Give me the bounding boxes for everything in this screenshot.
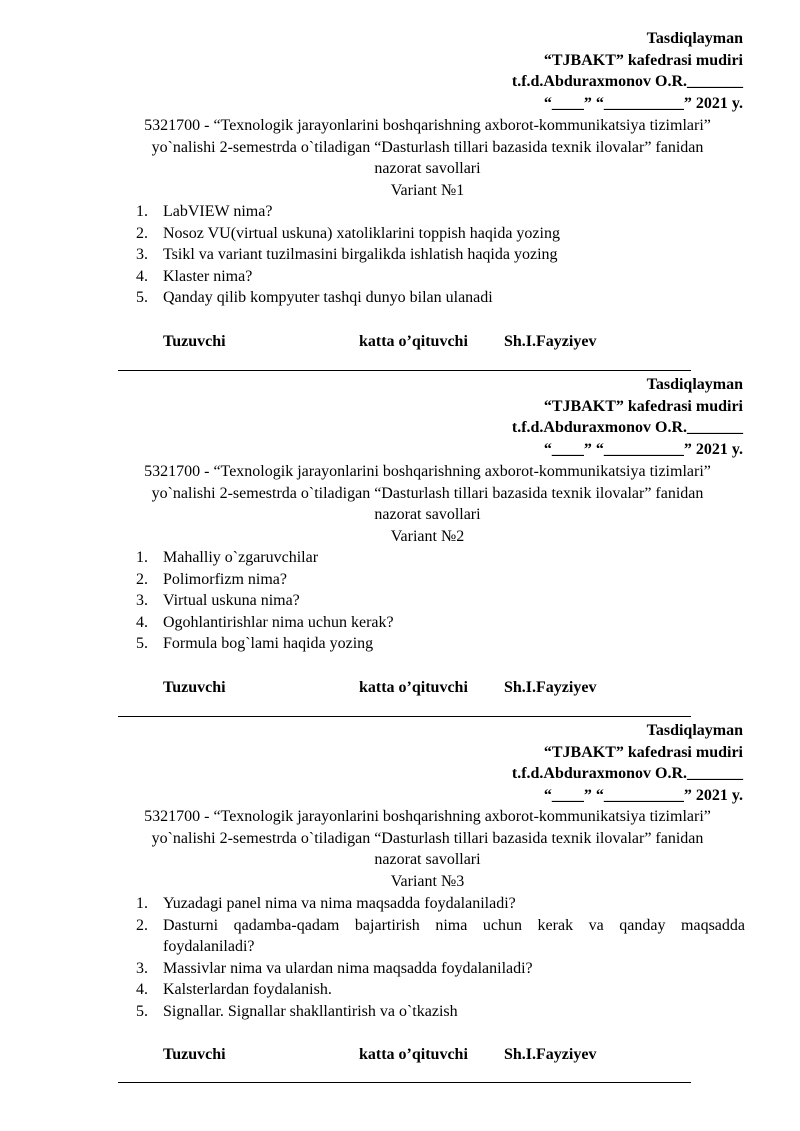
section-divider <box>118 1082 691 1083</box>
approval-head-name: t.f.d.Abduraxmonov O.R._______ <box>511 419 743 436</box>
question-text: Signallar. Signallar shakllantirish va o`tkazish <box>163 1002 458 1020</box>
approval-block <box>512 374 743 460</box>
approval-head-name: t.f.d.Abduraxmonov O.R._______ <box>511 73 743 90</box>
question-item <box>118 201 745 223</box>
question-text: Klaster nima? <box>163 267 253 285</box>
title-line: yo`nalishi 2-semestrda o`tiladigan “Dasturlash tillari bazasida texnik ilovalar” fanidan <box>151 138 704 156</box>
question-number: 4. <box>136 613 148 631</box>
question-item <box>118 893 745 915</box>
signature-name: Sh.I.Fayziyev <box>504 333 597 350</box>
title-line: yo`nalishi 2-semestrda o`tiladigan “Dasturlash tillari bazasida texnik ilovalar” fanidan <box>151 484 704 502</box>
question-number: 2. <box>136 224 148 242</box>
question-item <box>118 612 745 634</box>
title-line: yo`nalishi 2-semestrda o`tiladigan “Dasturlash tillari bazasida texnik ilovalar” fanidan <box>151 829 704 847</box>
approval-heading: Tasdiqlayman <box>646 722 743 739</box>
question-text: Mahalliy o`zgaruvchilar <box>163 549 319 566</box>
signature-role: Tuzuvchi <box>163 679 226 696</box>
question-text: Tsikl va variant tuzilmasini birgalikda ishlatish haqida yozing <box>163 246 558 263</box>
question-item <box>118 287 745 309</box>
signature-role: Tuzuvchi <box>163 333 226 350</box>
title-line: 5321700 - “Texnologik jarayonlarini boshqarishning axborot-kommunikatsiya tizimlari” <box>144 463 711 480</box>
question-text: LabVIEW nima? <box>163 203 273 220</box>
question-text: Dasturni qadamba-qadam bajartirish nima uchun kerak va qanday maqsadda foydalaniladi? <box>163 916 745 955</box>
question-number: 2. <box>136 570 148 588</box>
approval-department: “TJBAKT” kafedrasi mudiri <box>543 397 743 415</box>
question-item <box>118 223 745 245</box>
variant-label: Variant №1 <box>390 182 465 199</box>
approval-heading: Tasdiqlayman <box>646 30 743 47</box>
question-item <box>118 590 745 612</box>
title-line: 5321700 - “Texnologik jarayonlarini boshqarishning axborot-kommunikatsiya tizimlari” <box>144 808 711 825</box>
approval-block <box>512 28 743 114</box>
approval-date: “____” “__________” 2021 y. <box>543 786 743 804</box>
question-number: 3. <box>136 246 148 263</box>
question-number: 4. <box>136 981 148 998</box>
title-line: nazorat savollari <box>374 851 481 868</box>
section-divider <box>118 716 691 717</box>
approval-head-name: t.f.d.Abduraxmonov O.R._______ <box>511 765 743 782</box>
question-item <box>118 958 745 980</box>
question-text: Qanday qilib kompyuter tashqi dunyo bilan ulanadi <box>163 289 493 306</box>
question-item <box>118 915 745 958</box>
question-number: 1. <box>136 203 148 220</box>
question-number: 5. <box>136 635 148 652</box>
question-list <box>118 201 745 309</box>
question-number: 5. <box>136 1002 148 1020</box>
question-text: Formula bog`lami haqida yozing <box>163 635 374 652</box>
question-text: Nosoz VU(virtual uskuna) xatoliklarini toppish haqida yozing <box>163 224 560 242</box>
title-line: 5321700 - “Texnologik jarayonlarini boshqarishning axborot-kommunikatsiya tizimlari” <box>144 117 711 134</box>
question-number: 4. <box>136 267 148 285</box>
approval-department: “TJBAKT” kafedrasi mudiri <box>543 743 743 761</box>
title-line: nazorat savollari <box>374 506 481 523</box>
question-item <box>118 979 745 1001</box>
question-item <box>118 266 745 288</box>
question-text: Virtual uskuna nima? <box>163 592 300 609</box>
question-item <box>118 244 745 266</box>
question-list <box>118 547 745 655</box>
section-divider <box>118 370 691 371</box>
approval-block <box>512 720 743 806</box>
signature-name: Sh.I.Fayziyev <box>504 679 597 696</box>
signature-role: Tuzuvchi <box>163 1046 226 1063</box>
document-title <box>110 461 745 526</box>
question-number: 2. <box>136 916 148 934</box>
question-item <box>118 1001 745 1023</box>
question-list <box>118 893 745 1022</box>
approval-date: “____” “__________” 2021 y. <box>543 440 743 458</box>
question-item <box>118 569 745 591</box>
question-number: 5. <box>136 289 148 306</box>
document-title <box>110 115 745 180</box>
question-number: 3. <box>136 959 148 977</box>
signature-position: katta o’qituvchi <box>359 679 468 696</box>
question-number: 1. <box>136 895 148 912</box>
variant-label: Variant №2 <box>390 528 465 545</box>
question-text: Kalsterlardan foydalanish. <box>163 981 332 998</box>
approval-heading: Tasdiqlayman <box>646 376 743 393</box>
signature-position: katta o’qituvchi <box>359 1046 468 1063</box>
variant-label: Variant №3 <box>390 873 465 890</box>
document-title <box>110 806 745 871</box>
question-item <box>118 633 745 655</box>
approval-date: “____” “__________” 2021 y. <box>543 94 743 112</box>
question-number: 3. <box>136 592 148 609</box>
question-text: Ogohlantirishlar nima uchun kerak? <box>163 613 394 631</box>
question-item <box>118 547 745 569</box>
question-text: Yuzadagi panel nima va nima maqsadda foydalaniladi? <box>163 895 516 912</box>
approval-department: “TJBAKT” kafedrasi mudiri <box>543 51 743 69</box>
title-line: nazorat savollari <box>374 160 481 177</box>
signature-name: Sh.I.Fayziyev <box>504 1046 597 1063</box>
question-text: Massivlar nima va ulardan nima maqsadda foydalaniladi? <box>163 959 533 977</box>
question-number: 1. <box>136 549 148 566</box>
signature-position: katta o’qituvchi <box>359 333 468 350</box>
question-text: Polimorfizm nima? <box>163 570 287 588</box>
